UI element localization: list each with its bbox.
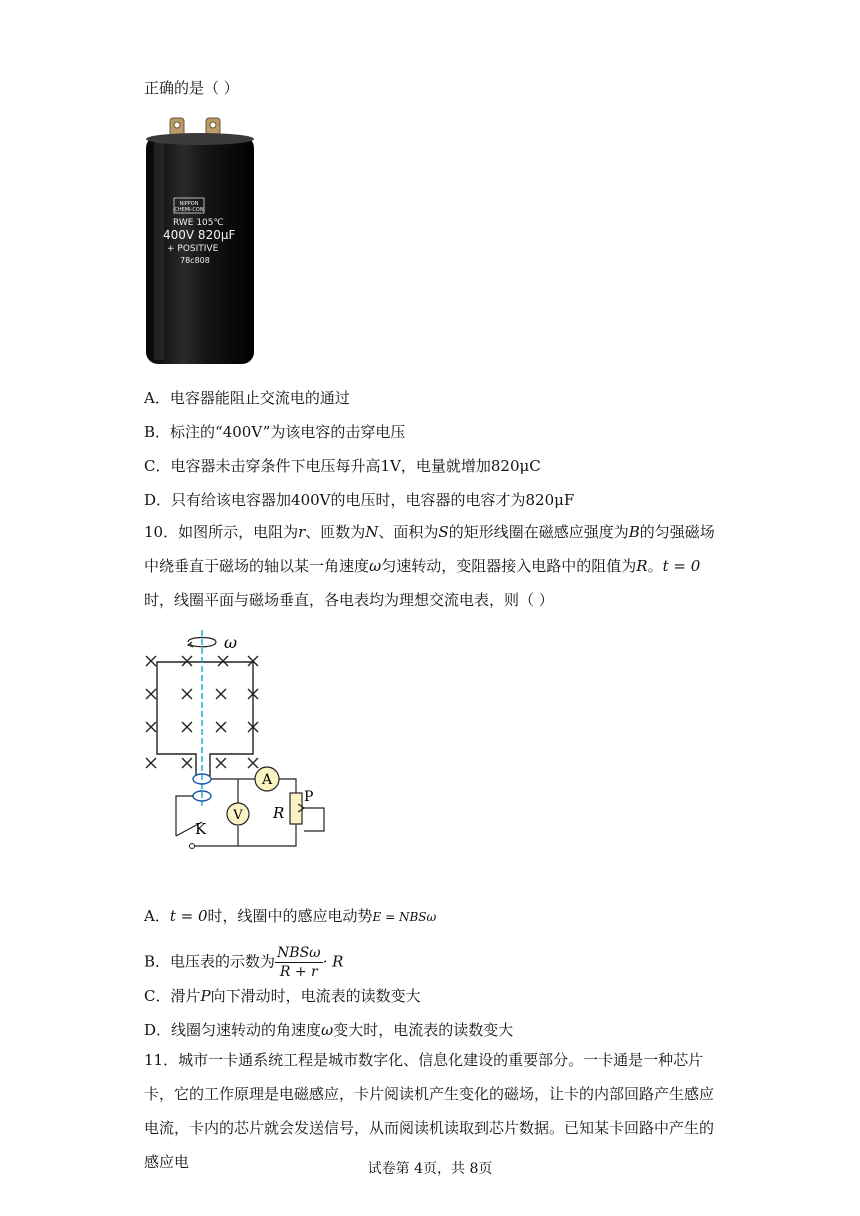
rheostat xyxy=(290,793,302,824)
q9-option-c: C．电容器未击穿条件下电压每升高1V，电量就增加820μC xyxy=(144,457,541,475)
voltmeter-label: V xyxy=(233,808,243,823)
q10-option-c: C．滑片P向下滑动时，电流表的读数变大 xyxy=(144,987,421,1005)
q11-stem: 11．城市一卡通系统工程是城市数字化、信息化建设的重要部分。一卡通是一种芯片卡，它的工作原理是电磁感应，卡片阅读机产生变化的磁场，让卡的内部回路产生感应电流，卡内的芯片就会发送信号，从而阅读机读取到芯片数据。已知某卡回路中产生的感应电 xyxy=(144,1051,715,1171)
q9-stem-tail: 正确的是（ ） xyxy=(144,79,239,97)
q9-option-b: B．标注的“400V”为该电容的击穿电压 xyxy=(144,423,406,441)
switch-label: K xyxy=(195,820,207,838)
q9-option-a: A．电容器能阻止交流电的通过 xyxy=(144,389,350,407)
omega-label: ω xyxy=(224,633,238,652)
capacitor-polarity: + POSITIVE xyxy=(167,244,219,254)
capacitor-photo xyxy=(140,112,260,368)
slider-label: P xyxy=(304,789,314,805)
capacitor-code: 78c808 xyxy=(180,256,210,265)
q10-stem: 10．如图所示，电阻为r、匝数为N、面积为S的矩形线圈在磁感应强度为B的匀强磁场中绕垂直于磁场的轴以某一角速度ω匀速转动，变阻器接入电路中的阻值为R。t = 0时，线圈平面与磁场垂直，各电表均为理想交流电表，则（ ） xyxy=(144,523,715,609)
ammeter-label: A xyxy=(261,772,273,788)
capacitor-brand-bottom: CHEMI-CON xyxy=(174,207,204,213)
rectangular-coil xyxy=(157,662,253,776)
q10-option-d: D．线圈匀速转动的角速度ω变大时，电流表的读数变大 xyxy=(144,1021,514,1039)
q10-option-b: B．电压表的示数为 $\frac{\text{NBSω}}{R + r}$ · R xyxy=(144,945,344,980)
q10-circuit-diagram xyxy=(140,626,340,856)
resistor-label: R xyxy=(273,804,285,822)
q10-option-a: A．t = 0时，线圈中的感应电动势E = NBSω xyxy=(144,907,437,925)
capacitor-brand-top: NIPPON xyxy=(179,201,199,207)
capacitor-rating: 400V 820μF xyxy=(163,228,236,242)
q9-option-d: D．只有给该电容器加400V的电压时，电容器的电容才为820μF xyxy=(144,491,575,509)
capacitor-series: RWE 105℃ xyxy=(173,218,224,228)
switch-terminal xyxy=(190,844,195,849)
page-footer: 试卷第 4页，共 8页 xyxy=(367,1161,493,1177)
